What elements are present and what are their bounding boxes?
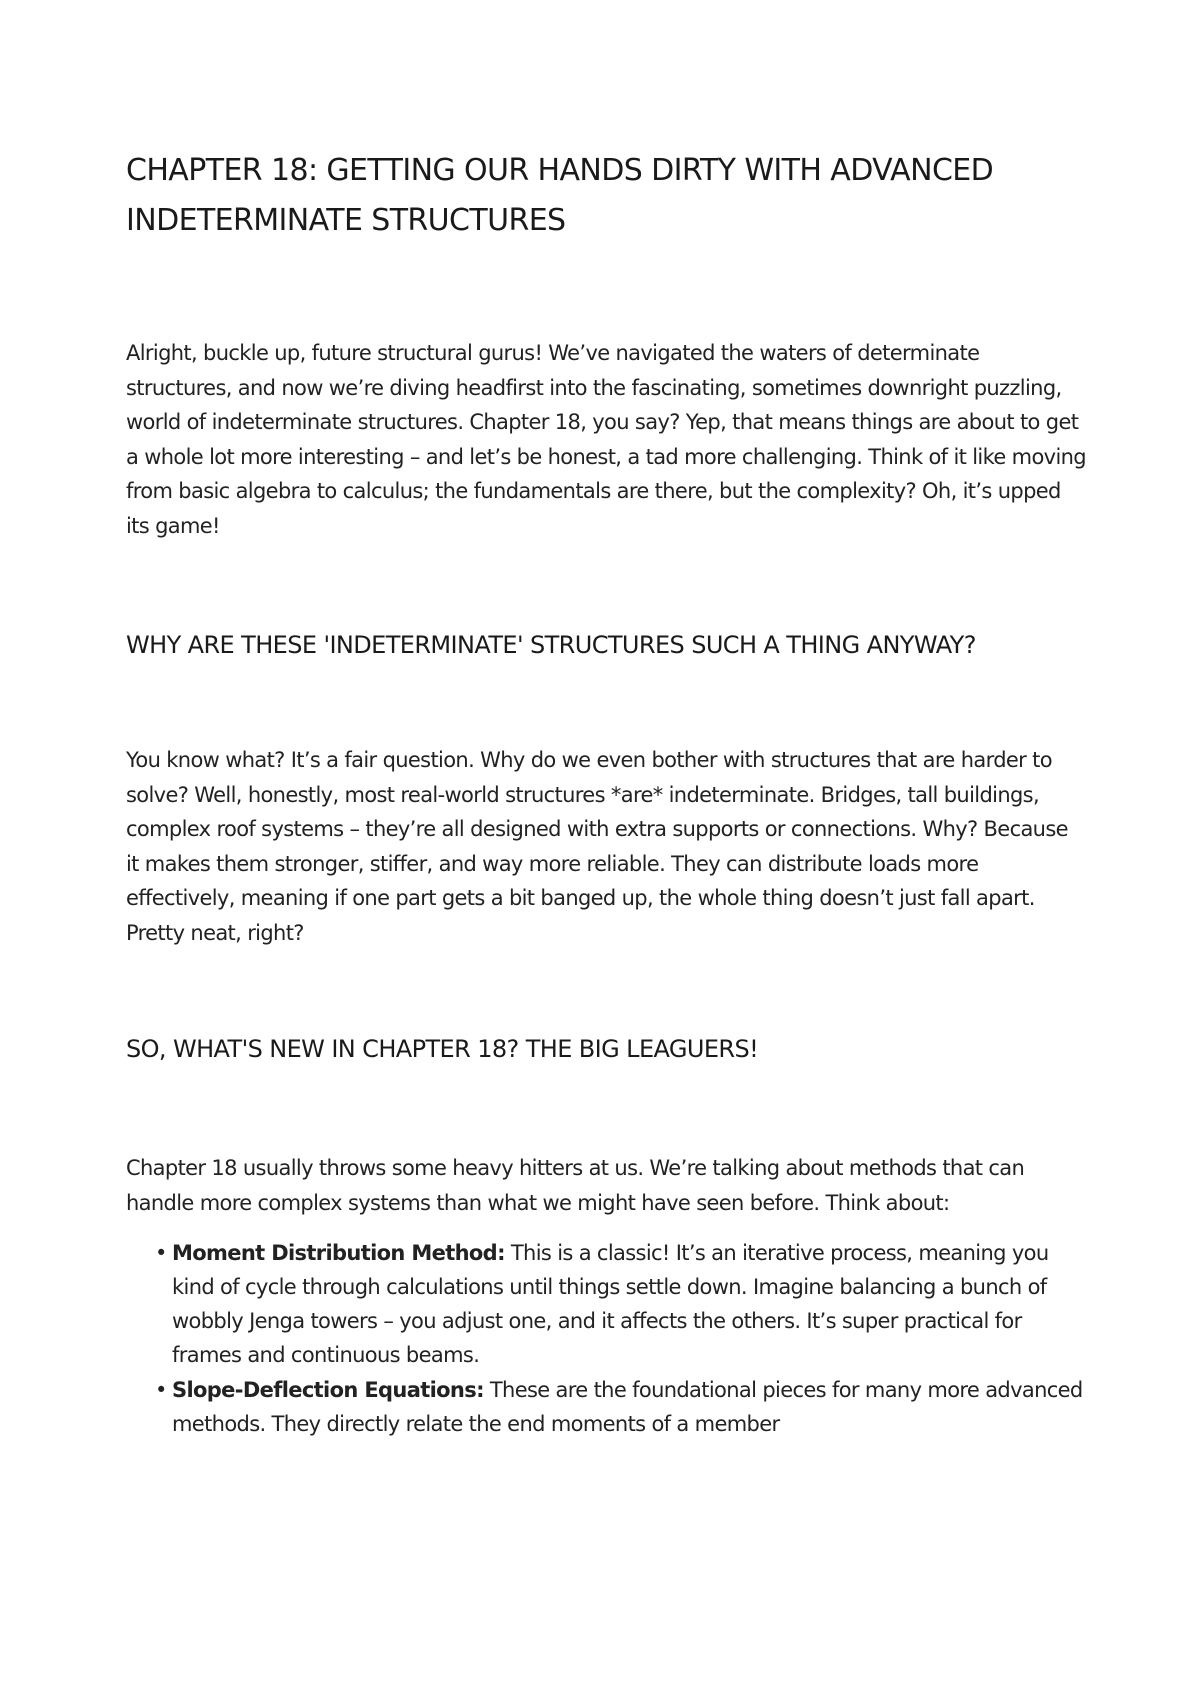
section-heading-why-indeterminate: WHY ARE THESE 'INDETERMINATE' STRUCTURES SUCH A THING ANYWAY? (126, 631, 976, 659)
list-item-text: This is a classic! It’s an iterative process, meaning you kind of cycle through calculations until things settle down. Imagine balancing a bunch of wobbly Jenga towers – you adjust one, and it affects the others. It’s super practical for frames and continuous beams. (172, 1241, 1049, 1367)
document-page (126, 146, 1086, 1442)
chapter-title: CHAPTER 18: GETTING OUR HANDS DIRTY WITH ADVANCED INDETERMINATE STRUCTURES (126, 153, 994, 238)
section-heading-whats-new: SO, WHAT'S NEW IN CHAPTER 18? THE BIG LEAGUERS! (126, 1035, 759, 1063)
list-item-slope-deflection (155, 1373, 1086, 1441)
list-item-text: These are the foundational pieces for many more advanced methods. They directly relate the end moments of a member (172, 1378, 1083, 1436)
list-item-term: Slope-Deflection Equations: (172, 1378, 484, 1402)
section-paragraph-whats-new: Chapter 18 usually throws some heavy hitters at us. We’re talking about methods that can handle more complex systems than what we might have seen before. Think about: (126, 1156, 1025, 1215)
section-paragraph-why-indeterminate: You know what? It’s a fair question. Why do we even bother with structures that are harder to solve? Well, honestly, most real-world structures *are* indeterminate. Bridges, tall buildings, complex roof systems – they’re all designed with extra supports or connections. Why? Because it makes them stronger, stiffer, and way more reliable. They can distribute loads more effectively, meaning if one part gets a bit banged up, the whole thing doesn’t just fall apart. Pretty neat, right? (126, 748, 1068, 945)
list-item-term: Moment Distribution Method: (172, 1241, 505, 1265)
methods-list (126, 1236, 1086, 1441)
intro-paragraph: Alright, buckle up, future structural gurus! We’ve navigated the waters of determinate structures, and now we’re diving headfirst into the fascinating, sometimes downright puzzling, world of indeterminate structures. Chapter 18, you say? Yep, that means things are about to get a whole lot more interesting – and let’s be honest, a tad more challenging. Think of it like moving from basic algebra to calculus; the fundamentals are there, but the complexity? Oh, it’s upped its game! (126, 341, 1086, 538)
bullet-icon: • (155, 1378, 167, 1402)
list-item-moment-distribution (155, 1236, 1086, 1372)
bullet-icon: • (155, 1241, 167, 1265)
